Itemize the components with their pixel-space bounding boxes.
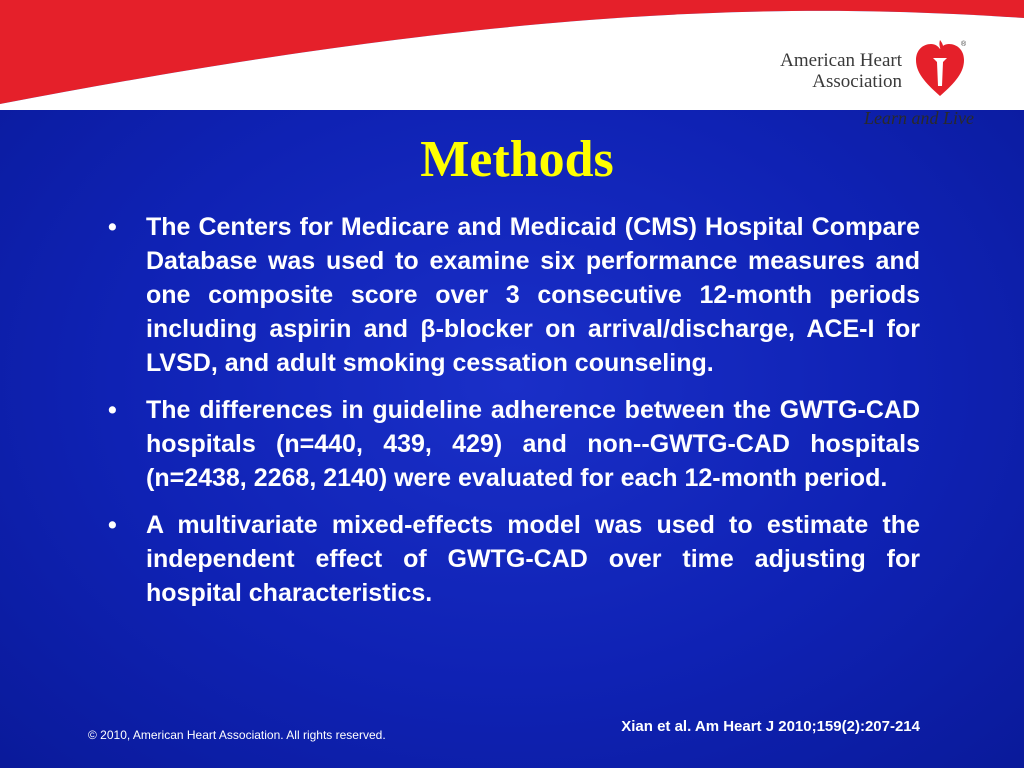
- aha-logo: [754, 38, 984, 133]
- citation: Xian et al. Am Heart J 2010;159(2):207-214: [621, 718, 920, 735]
- logo-line-1: American Heart: [780, 50, 902, 71]
- bullet-text: The Centers for Medicare and Medicaid (CMS) Hospital Compare Database was used to examine six performance measures and one composite score over 3 consecutive 12-month periods including aspirin and β-blocker on arrival/discharge, ACE-I for LVSD, and adult smoking cessation counseling.: [146, 213, 920, 377]
- copyright-notice: © 2010, American Heart Association. All rights reserved.: [88, 728, 386, 742]
- registered-mark: ®: [961, 41, 966, 48]
- logo-organization-name: [780, 50, 902, 92]
- bullet-item: [108, 393, 920, 495]
- bullet-text: A multivariate mixed-effects model was used to estimate the independent effect of GWTG-CAD over time adjusting for hospital characteristics.: [146, 511, 920, 607]
- heart-torch-icon: [914, 38, 966, 100]
- bullet-list: [108, 210, 920, 623]
- bullet-item: [108, 508, 920, 610]
- logo-line-2: Association: [812, 71, 902, 92]
- logo-tagline: Learn and Live: [864, 108, 974, 128]
- bullet-item: [108, 210, 920, 380]
- bullet-marker: •: [108, 511, 117, 539]
- bullet-marker: •: [108, 396, 117, 424]
- bullet-text: The differences in guideline adherence between the GWTG-CAD hospitals (n=440, 439, 429) and non--GWTG-CAD hospitals (n=2438, 2268, 2140) were evaluated for each 12-month period.: [146, 396, 920, 492]
- bullet-marker: •: [108, 213, 117, 241]
- slide-title: Methods: [420, 131, 614, 188]
